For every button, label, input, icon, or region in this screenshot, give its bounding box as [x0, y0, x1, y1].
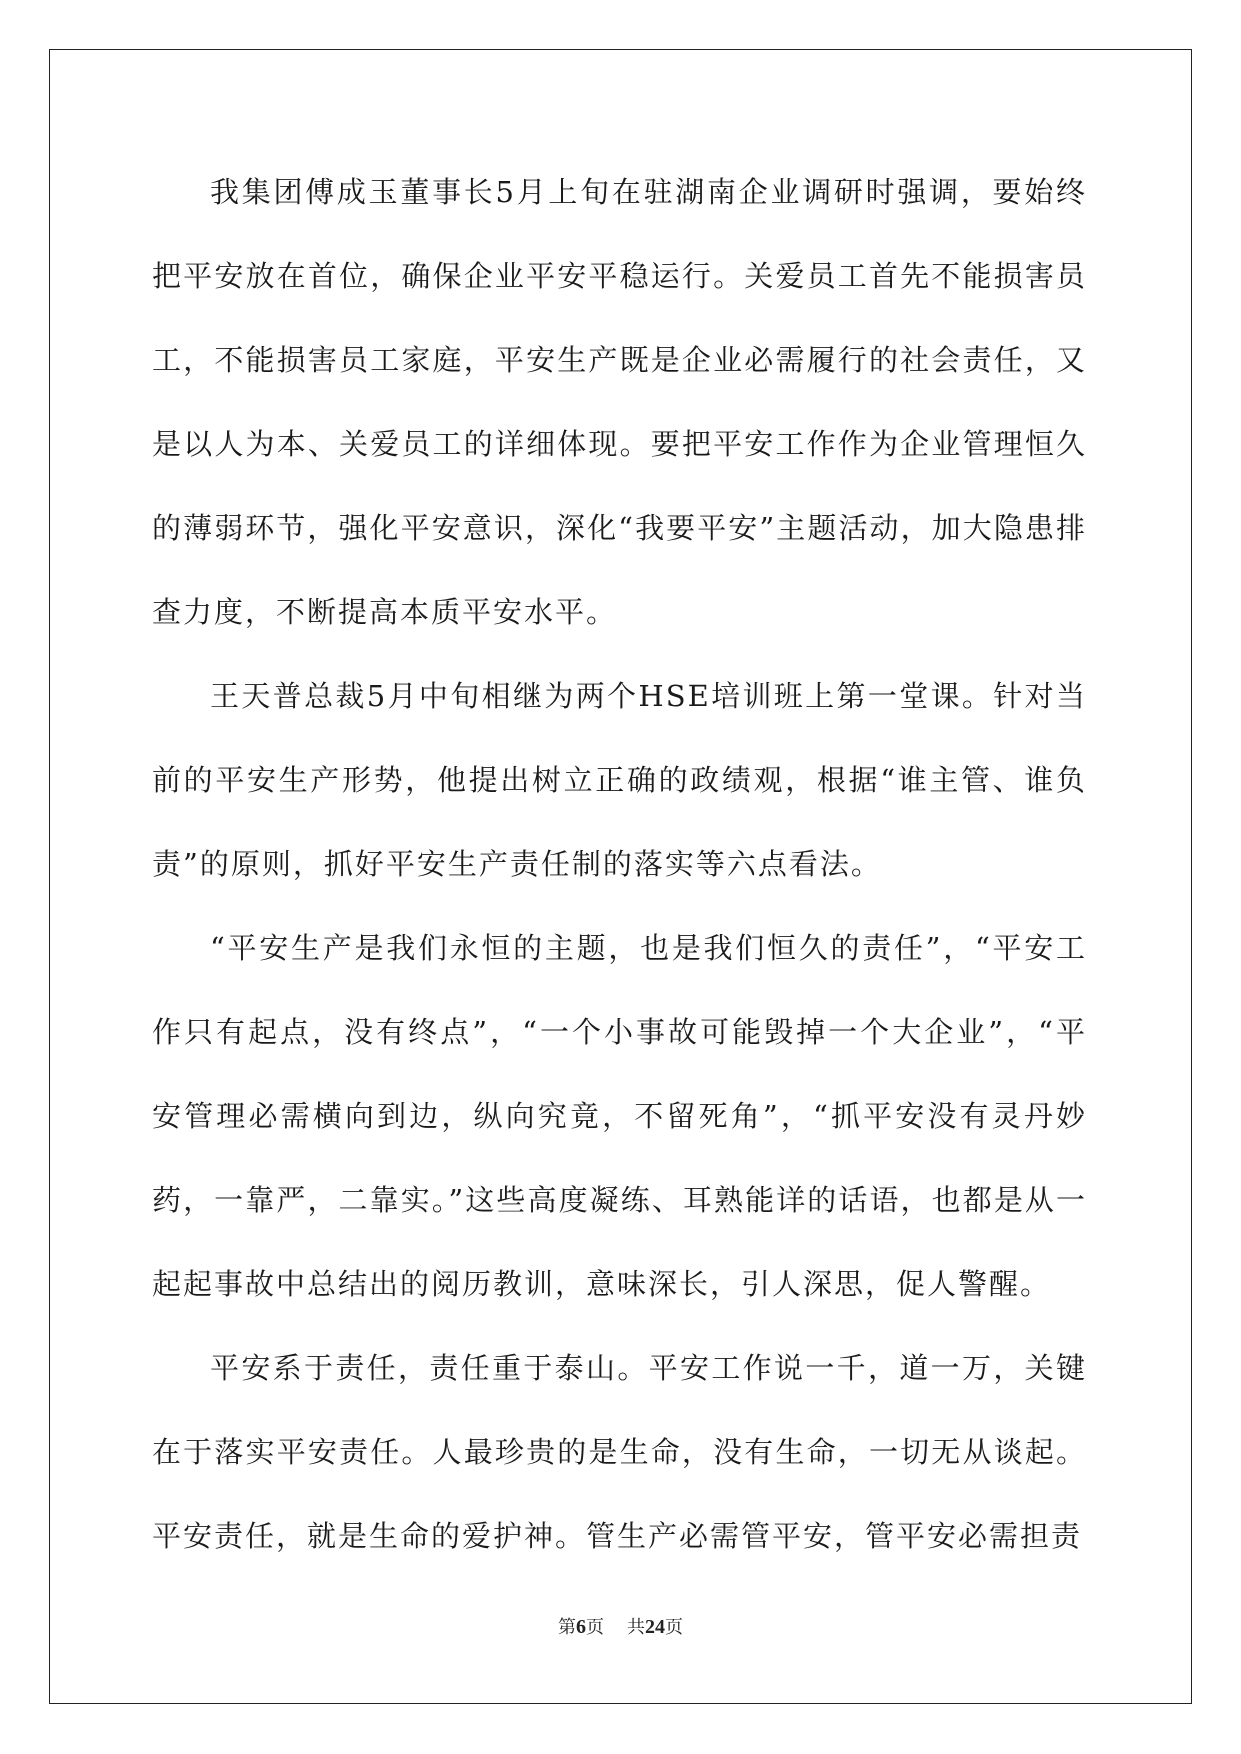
- paragraph: 平安系于责任，责任重于泰山。平安工作说一千，道一万，关键在于落实平安责任。人最珍贵的是生命，没有生命，一切无从谈起。平安责任，就是生命的爱护神。管生产必需管平安，管平安必需担责: [152, 1351, 1087, 1553]
- footer-prefix: 第: [558, 1617, 577, 1638]
- paragraph: “平安生产是我们永恒的主题，也是我们恒久的责任”，“平安工作只有起点，没有终点”，“一个小事故可能毁掉一个大企业”，“平安管理必需横向到边，纵向究竟，不留死角”，“抓平安没有灵丹妙药，一靠严，二靠实。”这些高度凝练、耳熟能详的话语，也都是从一起起事故中总结出的阅历教训，意味深长，引人深思，促人警醒。: [152, 931, 1087, 1301]
- page-footer: [0, 1613, 1241, 1639]
- footer-total-prefix: 共: [626, 1617, 645, 1638]
- document-body: [152, 150, 1087, 1578]
- paragraph: 王天普总裁5月中旬相继为两个HSE培训班上第一堂课。针对当前的平安生产形势，他提出树立正确的政绩观，根据“谁主管、谁负责”的原则，抓好平安生产责任制的落实等六点看法。: [152, 679, 1087, 881]
- paragraph: 我集团傅成玉董事长5月上旬在驻湖南企业调研时强调，要始终把平安放在首位，确保企业平安平稳运行。关爱员工首先不能损害员工，不能损害员工家庭，平安生产既是企业必需履行的社会责任，又是以人为本、关爱员工的详细体现。要把平安工作作为企业管理恒久的薄弱环节，强化平安意识，深化“我要平安”主题活动，加大隐患排查力度，不断提高本质平安水平。: [152, 175, 1087, 629]
- total-pages-number: 24: [644, 1616, 665, 1638]
- footer-total-unit: 页: [664, 1617, 683, 1638]
- footer-page-unit: 页: [586, 1617, 605, 1638]
- current-page-number: 6: [576, 1616, 587, 1638]
